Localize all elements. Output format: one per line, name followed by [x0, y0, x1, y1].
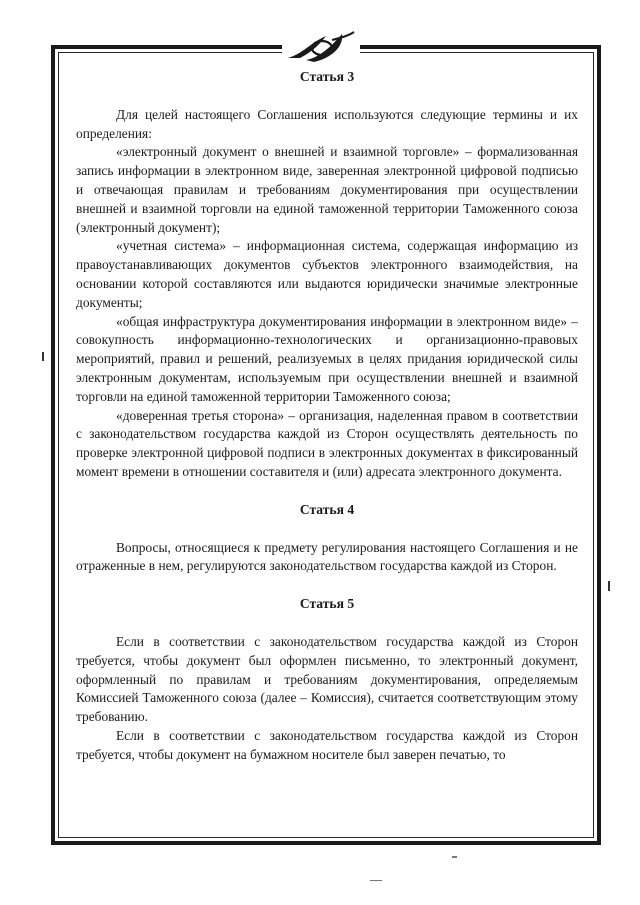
- article-5-heading: Статья 5: [299, 596, 355, 612]
- scan-smudge-2: [370, 880, 382, 881]
- term-trusted-third-party: «доверенная третья сторона» – организация, наделенная правом в соответствии с законодательством государства каждой из Сторон осуществлять деятельность по проверке электронной цифровой подписи в электронных документах в фиксированный момент времени в отношении составителя и (или) адресата электронного документа.: [76, 407, 578, 479]
- term-electronic-document: «электронный документ о внешней и взаимной торговле» – формализованная запись информации в электронном виде, заверенная электронной цифровой подписью и отвечающая правилам и требованиям документирования при осуществлении внешней и взаимной торговли на единой таможенной территории Таможенного союза (электронный документ);: [76, 144, 578, 235]
- article-3-heading: Статья 3: [299, 69, 355, 84]
- emblem-logo: [282, 28, 360, 66]
- term-common-infrastructure: «общая инфраструктура документирования информации в электронном виде» – совокупность информационно-технологических и организационно-правовых мероприятий, правил и решений, реализуемых в целях придания юридической силы электронным документам, используемым при осуществлении внешней и взаимной торговли на единой таможенной территории Таможенного союза;: [76, 313, 578, 404]
- document-body: [76, 68, 578, 765]
- article-4-text: Вопросы, относящиеся к предмету регулирования настоящего Соглашения и не отраженные в нем, регулируются законодательством государства каждой из Сторон.: [76, 539, 578, 574]
- scan-smudge-1: [452, 856, 457, 858]
- article-5-paragraph-2: Если в соответствии с законодательством государства каждой из Сторон требуется, чтобы документ на бумажном носителе был заверен печатью, то: [76, 727, 578, 762]
- article-3-intro: Для целей настоящего Соглашения используются следующие термины и их определения:: [76, 106, 578, 141]
- article-4-heading: Статья 4: [299, 501, 355, 517]
- scan-mark-right-1: [608, 581, 610, 591]
- scan-mark-left-1: [42, 352, 44, 361]
- article-5-paragraph-1: Если в соответствии с законодательством государства каждой из Сторон требуется, чтобы документ был оформлен письменно, то электронный документ, оформленный по правилам и требованиям документирования, определяемым Комиссией Таможенного союза (далее – Комиссия), считается соответствующим этому требованию.: [76, 633, 578, 725]
- term-accounting-system: «учетная система» – информационная система, содержащая информацию из правоустанавливающих документов субъектов электронного взаимодействия, на основании которой составляются или выдаются юридически значимые электронные документы;: [76, 238, 578, 310]
